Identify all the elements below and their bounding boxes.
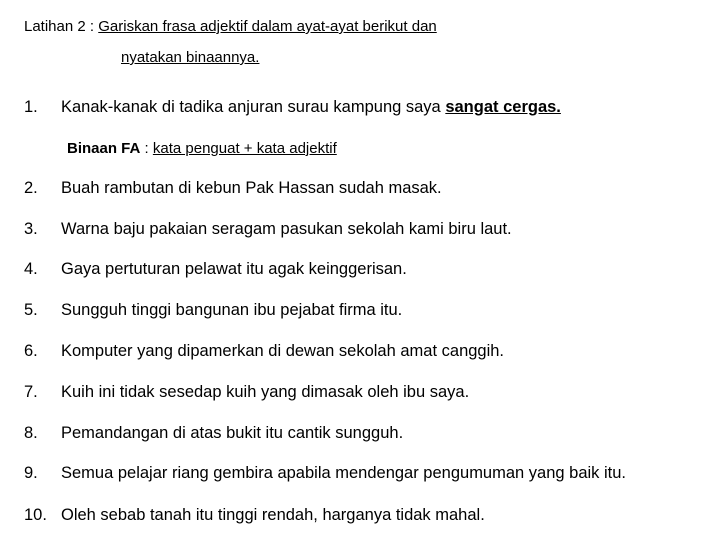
heading-separator: : [85,18,99,35]
question-text: Buah rambutan di kebun Pak Hassan sudah masak. [61,179,442,197]
binaan-fa [67,138,337,160]
question-6 [24,340,504,362]
question-text: Gaya pertuturan pelawat itu agak keinggerisan. [61,260,407,278]
question-4 [24,258,407,280]
exercise-label: Latihan 2 [24,18,86,35]
instruction-line-1: Gariskan frasa adjektif dalam ayat-ayat berikut dan [98,18,437,35]
question-text: Sungguh tinggi bangunan ibu pejabat firma itu. [61,301,403,319]
question-number: 6. [24,342,38,360]
question-1 [24,96,561,118]
question-number: 10. [24,506,47,524]
binaan-label: Binaan FA [67,140,141,157]
question-3 [24,218,512,240]
exercise-heading [24,16,437,38]
question-text: Pemandangan di atas bukit itu cantik sungguh. [61,424,404,442]
question-number: 8. [24,424,38,442]
question-number: 3. [24,220,38,238]
question-number: 1. [24,98,38,116]
question-number: 7. [24,383,38,401]
question-text: Komputer yang dipamerkan di dewan sekolah amat canggih. [61,342,505,360]
question-5 [24,299,402,321]
question-text: Kuih ini tidak sesedap kuih yang dimasak oleh ibu saya. [61,383,470,401]
question-7 [24,381,469,403]
instruction-line-2: nyatakan binaannya. [121,49,260,66]
question-text: Kanak-kanak di tadika anjuran surau kampung saya [61,98,446,116]
question-10 [24,504,485,526]
binaan-separator: : [140,140,153,157]
question-number: 4. [24,260,38,278]
question-2 [24,177,442,199]
question-8 [24,422,403,444]
question-text: Warna baju pakaian seragam pasukan sekolah kami biru laut. [61,220,512,238]
question-number: 9. [24,464,38,482]
question-text: Semua pelajar riang gembira apabila mendengar pengumuman yang baik itu. [61,464,627,482]
question-9 [24,462,626,484]
binaan-value: kata penguat + kata adjektif [152,140,337,157]
question-number: 2. [24,179,38,197]
question-number: 5. [24,301,38,319]
example-answer: sangat cergas. [445,98,561,116]
question-text: Oleh sebab tanah itu tinggi rendah, harganya tidak mahal. [61,506,485,524]
